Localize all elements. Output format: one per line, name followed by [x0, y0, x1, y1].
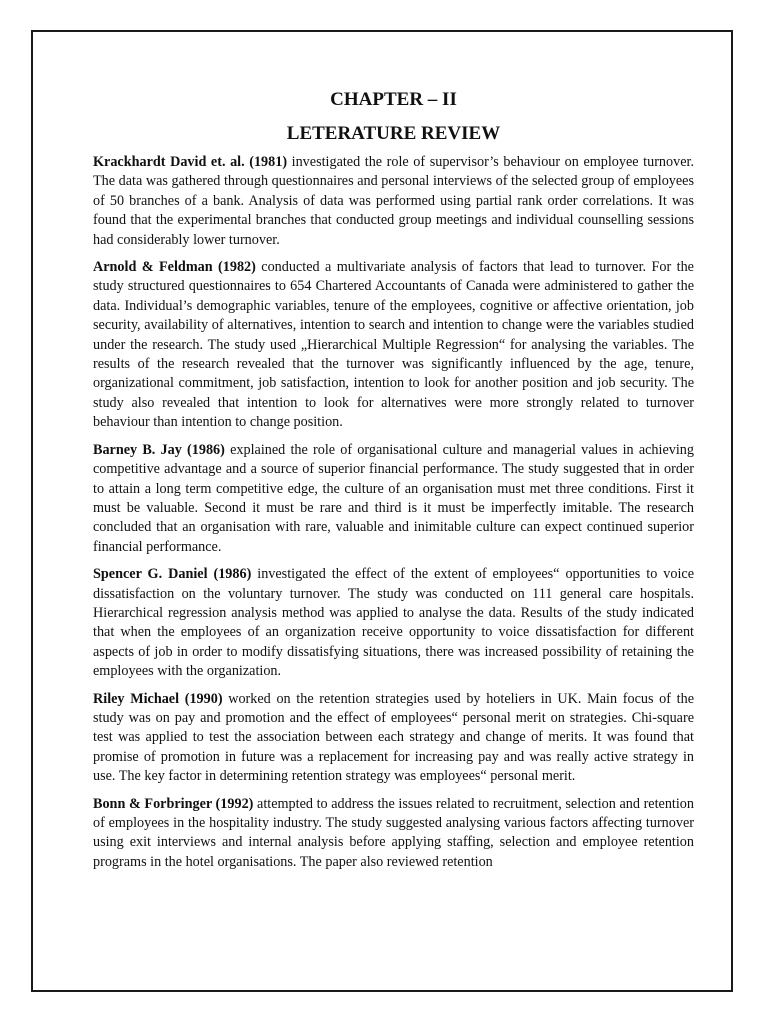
chapter-heading: CHAPTER – II — [330, 89, 457, 110]
section-title: LETERATURE REVIEW — [286, 123, 501, 144]
paragraph-riley — [93, 690, 694, 787]
paragraph-krackhardt — [93, 153, 694, 250]
paragraph-text: attempted to address the issues related to recruitment, selection and retention of employees in the hospitality industry. The study suggested analysing various factors affecting turnover using exit interviews and internal analysis before applying staffing, selection and employee retention programs in the hotel organisations. The paper also reviewed retention — [93, 795, 694, 870]
paragraph-arnold-feldman — [93, 258, 694, 433]
paragraph-text: investigated the role of supervisor’s behaviour on employee turnover. The data was gathered through questionnaires and personal interviews of the selected group of employees of 50 branches of a bank. Analysis of data was performed using partial rank order correlations. It was found that the experimental branches that conducted group meetings and individual counselling sessions had considerably lower turnover. — [93, 154, 694, 248]
paragraph-text: explained the role of organisational culture and managerial values in achieving competitive advantage and a source of superior financial performance. The study suggested that in order to attain a long term competitive edge, the culture of an organisation must met three conditions. First it must be valuable. Second it must be rare and third is it must be imperfectly imitable. The research concluded that an organisation with rare, valuable and inimitable culture can expect continued superior financial performance. — [93, 441, 694, 555]
paragraph-spencer — [93, 565, 694, 681]
citation-author: Riley Michael (1990) — [93, 690, 223, 707]
document-content — [93, 88, 694, 880]
citation-author: Arnold & Feldman (1982) — [93, 259, 256, 276]
citation-author: Bonn & Forbringer (1992) — [93, 795, 254, 812]
paragraph-barney — [93, 441, 694, 557]
paragraph-text: conducted a multivariate analysis of factors that lead to turnover. For the study structured questionnaires to 654 Chartered Accountants of Canada were administered to gather the data. Individual’s demographic variables, tenure of the employees, cognitive or affective orientation, job security, availability of alternatives, intention to search and intention to change were the variables studied under the research. The study used „Hierarchical Multiple Regression“ for analysing the variables. The results of the research revealed that the turnover was significantly influenced by the age, tenure, organizational commitment, job satisfaction, intention to look for another position and job security. The study also revealed that intention to look for alternatives were more strongly related to turnover behaviour than intention to change position. — [93, 259, 694, 431]
citation-author: Krackhardt David et. al. (1981) — [93, 154, 288, 170]
paragraph-bonn-forbringer — [93, 795, 694, 873]
citation-author: Barney B. Jay (1986) — [93, 441, 225, 458]
paragraph-text: investigated the effect of the extent of employees“ opportunities to voice dissatisfaction on the voluntary turnover. The study was conducted on 111 general care hospitals. Hierarchical regression analysis method was applied to analyse the data. Results of the study indicated that when the employees of an organization receive opportunity to voice dissatisfaction for different aspects of job in order to modify dissatisfying situations, there was increased possibility of retaining the employees with the organization. — [93, 566, 694, 680]
paragraph-text: worked on the retention strategies used by hoteliers in UK. Main focus of the study was on pay and promotion and the effect of employees“ personal merit on strategies. Chi-square test was applied to test the association between each strategy and change of merits. It was found that promise of promotion in future was a replacement for increasing pay and was really active strategy in use. The key factor in determining retention strategy was employees“ personal merit. — [93, 690, 694, 785]
citation-author: Spencer G. Daniel (1986) — [93, 566, 252, 583]
